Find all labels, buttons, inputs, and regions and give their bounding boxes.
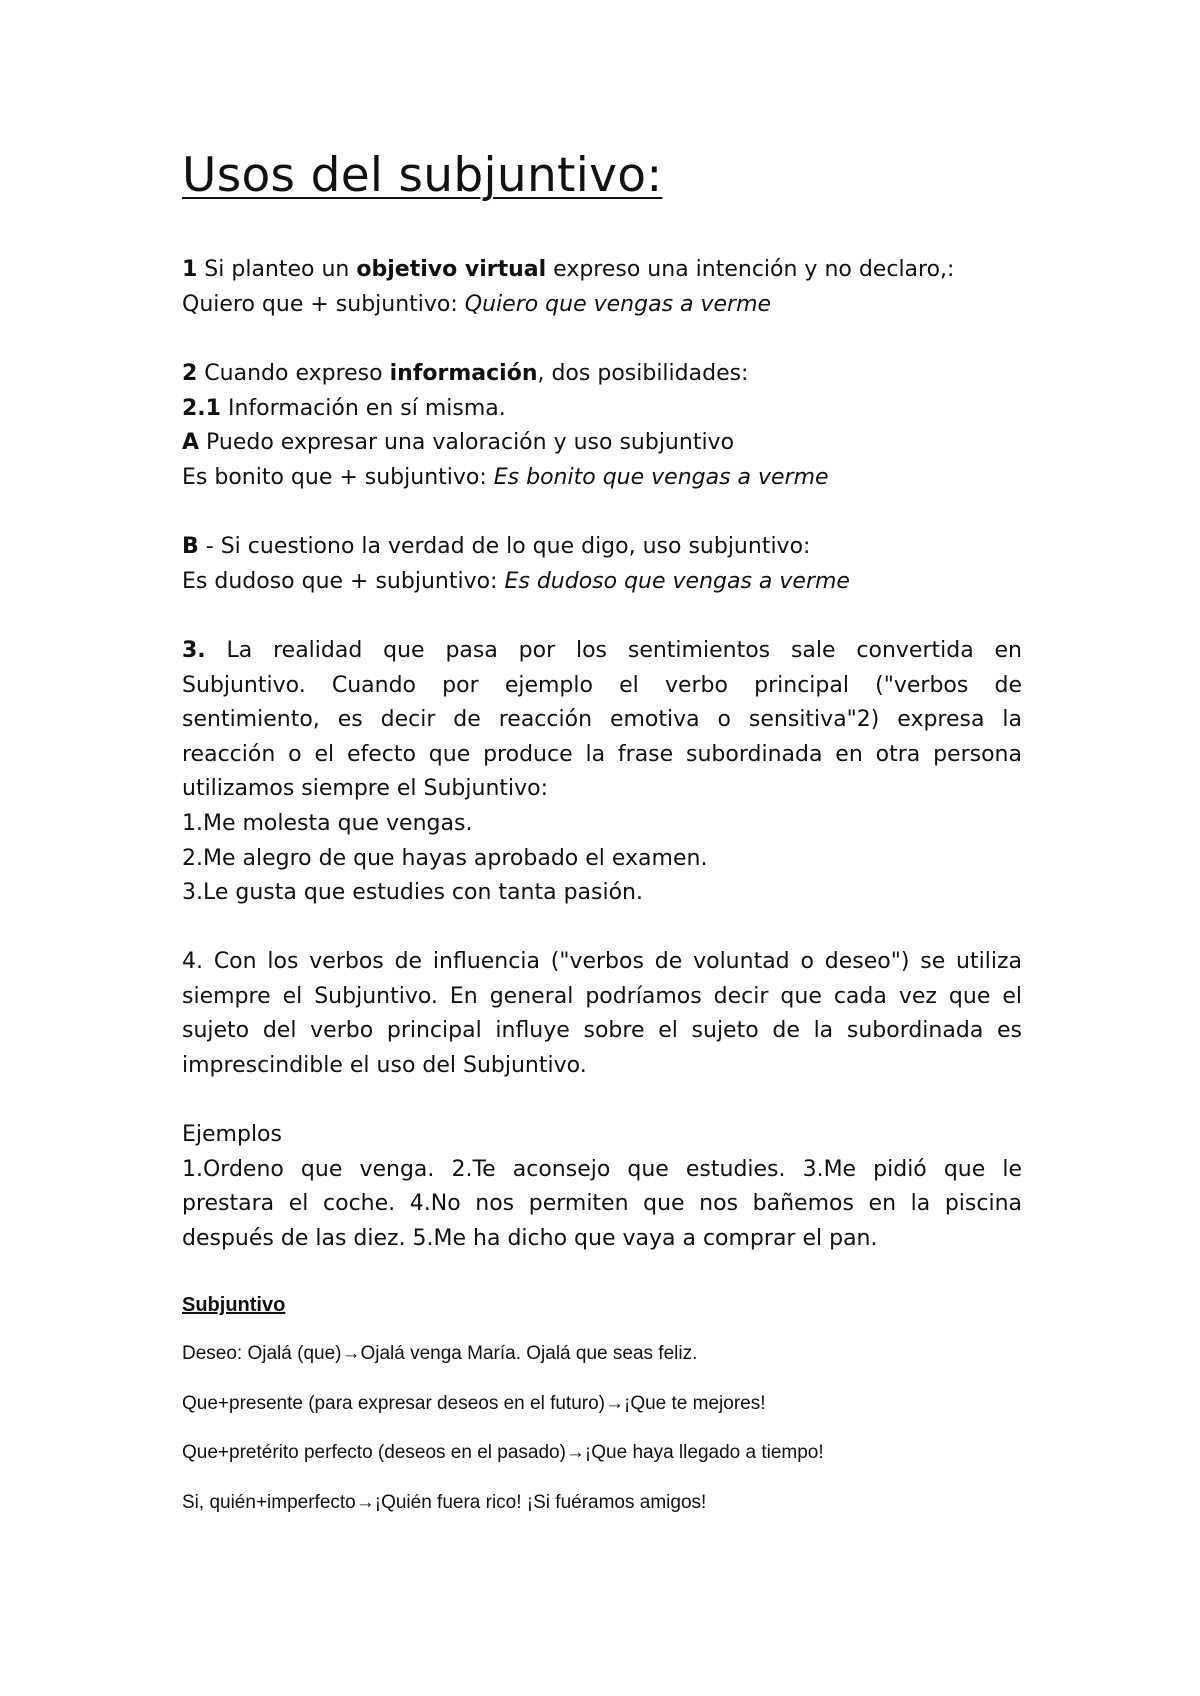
text-run: - Si cuestiono la verdad de lo que digo, uso subjuntivo: bbox=[198, 534, 811, 559]
section-4-line-4: imprescindible el uso del Subjuntivo. bbox=[182, 1053, 587, 1078]
ejemplos-line-1: 1.Ordeno que venga. 2.Te aconsejo que estudies. 3.Me pidió que le bbox=[182, 1157, 1022, 1182]
text-run: Si planteo un bbox=[197, 257, 357, 282]
ejemplos-heading: Ejemplos bbox=[182, 1122, 282, 1147]
section-3-number: 3. bbox=[182, 638, 206, 663]
bold-term: objetivo virtual bbox=[356, 257, 547, 282]
section-3-example-2: 2.Me alegro de que hayas aprobado el examen. bbox=[182, 846, 708, 871]
text-run: Puedo expresar una valoración y uso subjuntivo bbox=[199, 430, 735, 455]
text-run: Quiero que + subjuntivo: bbox=[182, 292, 465, 317]
section-3-line-5: utilizamos siempre el Subjuntivo: bbox=[182, 776, 549, 801]
text-run: La realidad que pasa por los sentimientos sale convertida en bbox=[205, 638, 1022, 663]
ejemplos-line-3: después de las diez. 5.Me ha dicho que vaya a comprar el pan. bbox=[182, 1226, 878, 1251]
text-run: , dos posibilidades: bbox=[537, 361, 749, 386]
item-letter-b: B bbox=[182, 534, 199, 559]
section-3-example-3: 3.Le gusta que estudies con tanta pasión. bbox=[182, 880, 643, 905]
example-italic: Es dudoso que vengas a verme bbox=[504, 569, 850, 594]
section-2-1-line bbox=[182, 394, 1022, 424]
section-2-line-1 bbox=[182, 359, 1022, 389]
ejemplos-line-2: prestara el coche. 4.No nos permiten que nos bañemos en la piscina bbox=[182, 1191, 1022, 1216]
subjuntivo-row-1: Deseo: Ojalá (que)→Ojalá venga María. Ojalá que seas feliz. bbox=[182, 1343, 698, 1364]
example-italic: Es bonito que vengas a verme bbox=[493, 465, 829, 490]
subjuntivo-row-2: Que+presente (para expresar deseos en el futuro)→¡Que te mejores! bbox=[182, 1393, 766, 1414]
section-4-line-1: 4. Con los verbos de influencia ("verbos de voluntad o deseo") se utiliza bbox=[182, 949, 1022, 974]
section-4-line-2: siempre el Subjuntivo. En general podríamos decir que cada vez que el bbox=[182, 984, 1022, 1009]
text-run: Es dudoso que + subjuntivo: bbox=[182, 569, 505, 594]
text-run: Información en sí misma. bbox=[220, 396, 506, 421]
page-title: Usos del subjuntivo: bbox=[182, 148, 663, 203]
section-2-number: 2 bbox=[182, 361, 198, 386]
section-1-line-2 bbox=[182, 290, 1022, 320]
subjuntivo-row-4: Si, quién+imperfecto→¡Quién fuera rico! ¡Si fuéramos amigos! bbox=[182, 1492, 707, 1513]
bold-term: información bbox=[389, 361, 538, 386]
text-run: Cuando expreso bbox=[197, 361, 390, 386]
section-1-line-1 bbox=[182, 255, 1022, 285]
item-letter-a: A bbox=[182, 430, 200, 455]
section-2-a-example bbox=[182, 463, 1022, 493]
subjuntivo-row-3: Que+pretérito perfecto (deseos en el pasado)→¡Que haya llegado a tiempo! bbox=[182, 1442, 824, 1463]
section-3-line-3: sentimiento, es decir de reacción emotiva o sensitiva"2) expresa la bbox=[182, 707, 1022, 732]
subsection-number: 2.1 bbox=[182, 396, 221, 421]
text-run: Es bonito que + subjuntivo: bbox=[182, 465, 494, 490]
section-3-example-1: 1.Me molesta que vengas. bbox=[182, 811, 473, 836]
section-3-line-2: Subjuntivo. Cuando por ejemplo el verbo principal ("verbos de bbox=[182, 673, 1022, 698]
section-2-b-example bbox=[182, 567, 1022, 597]
section-4-line-3: sujeto del verbo principal influye sobre el sujeto de la subordinada es bbox=[182, 1018, 1022, 1043]
section-2-a-line bbox=[182, 428, 1022, 458]
subjuntivo-heading: Subjuntivo bbox=[182, 1294, 286, 1316]
section-1-number: 1 bbox=[182, 257, 198, 282]
section-3-line-4: reacción o el efecto que produce la frase subordinada en otra persona bbox=[182, 742, 1022, 767]
text-run: expreso una intención y no declaro,: bbox=[546, 257, 955, 282]
example-italic: Quiero que vengas a verme bbox=[464, 292, 772, 317]
section-2-b-line bbox=[182, 532, 1022, 562]
section-3-line-1 bbox=[182, 636, 1022, 666]
